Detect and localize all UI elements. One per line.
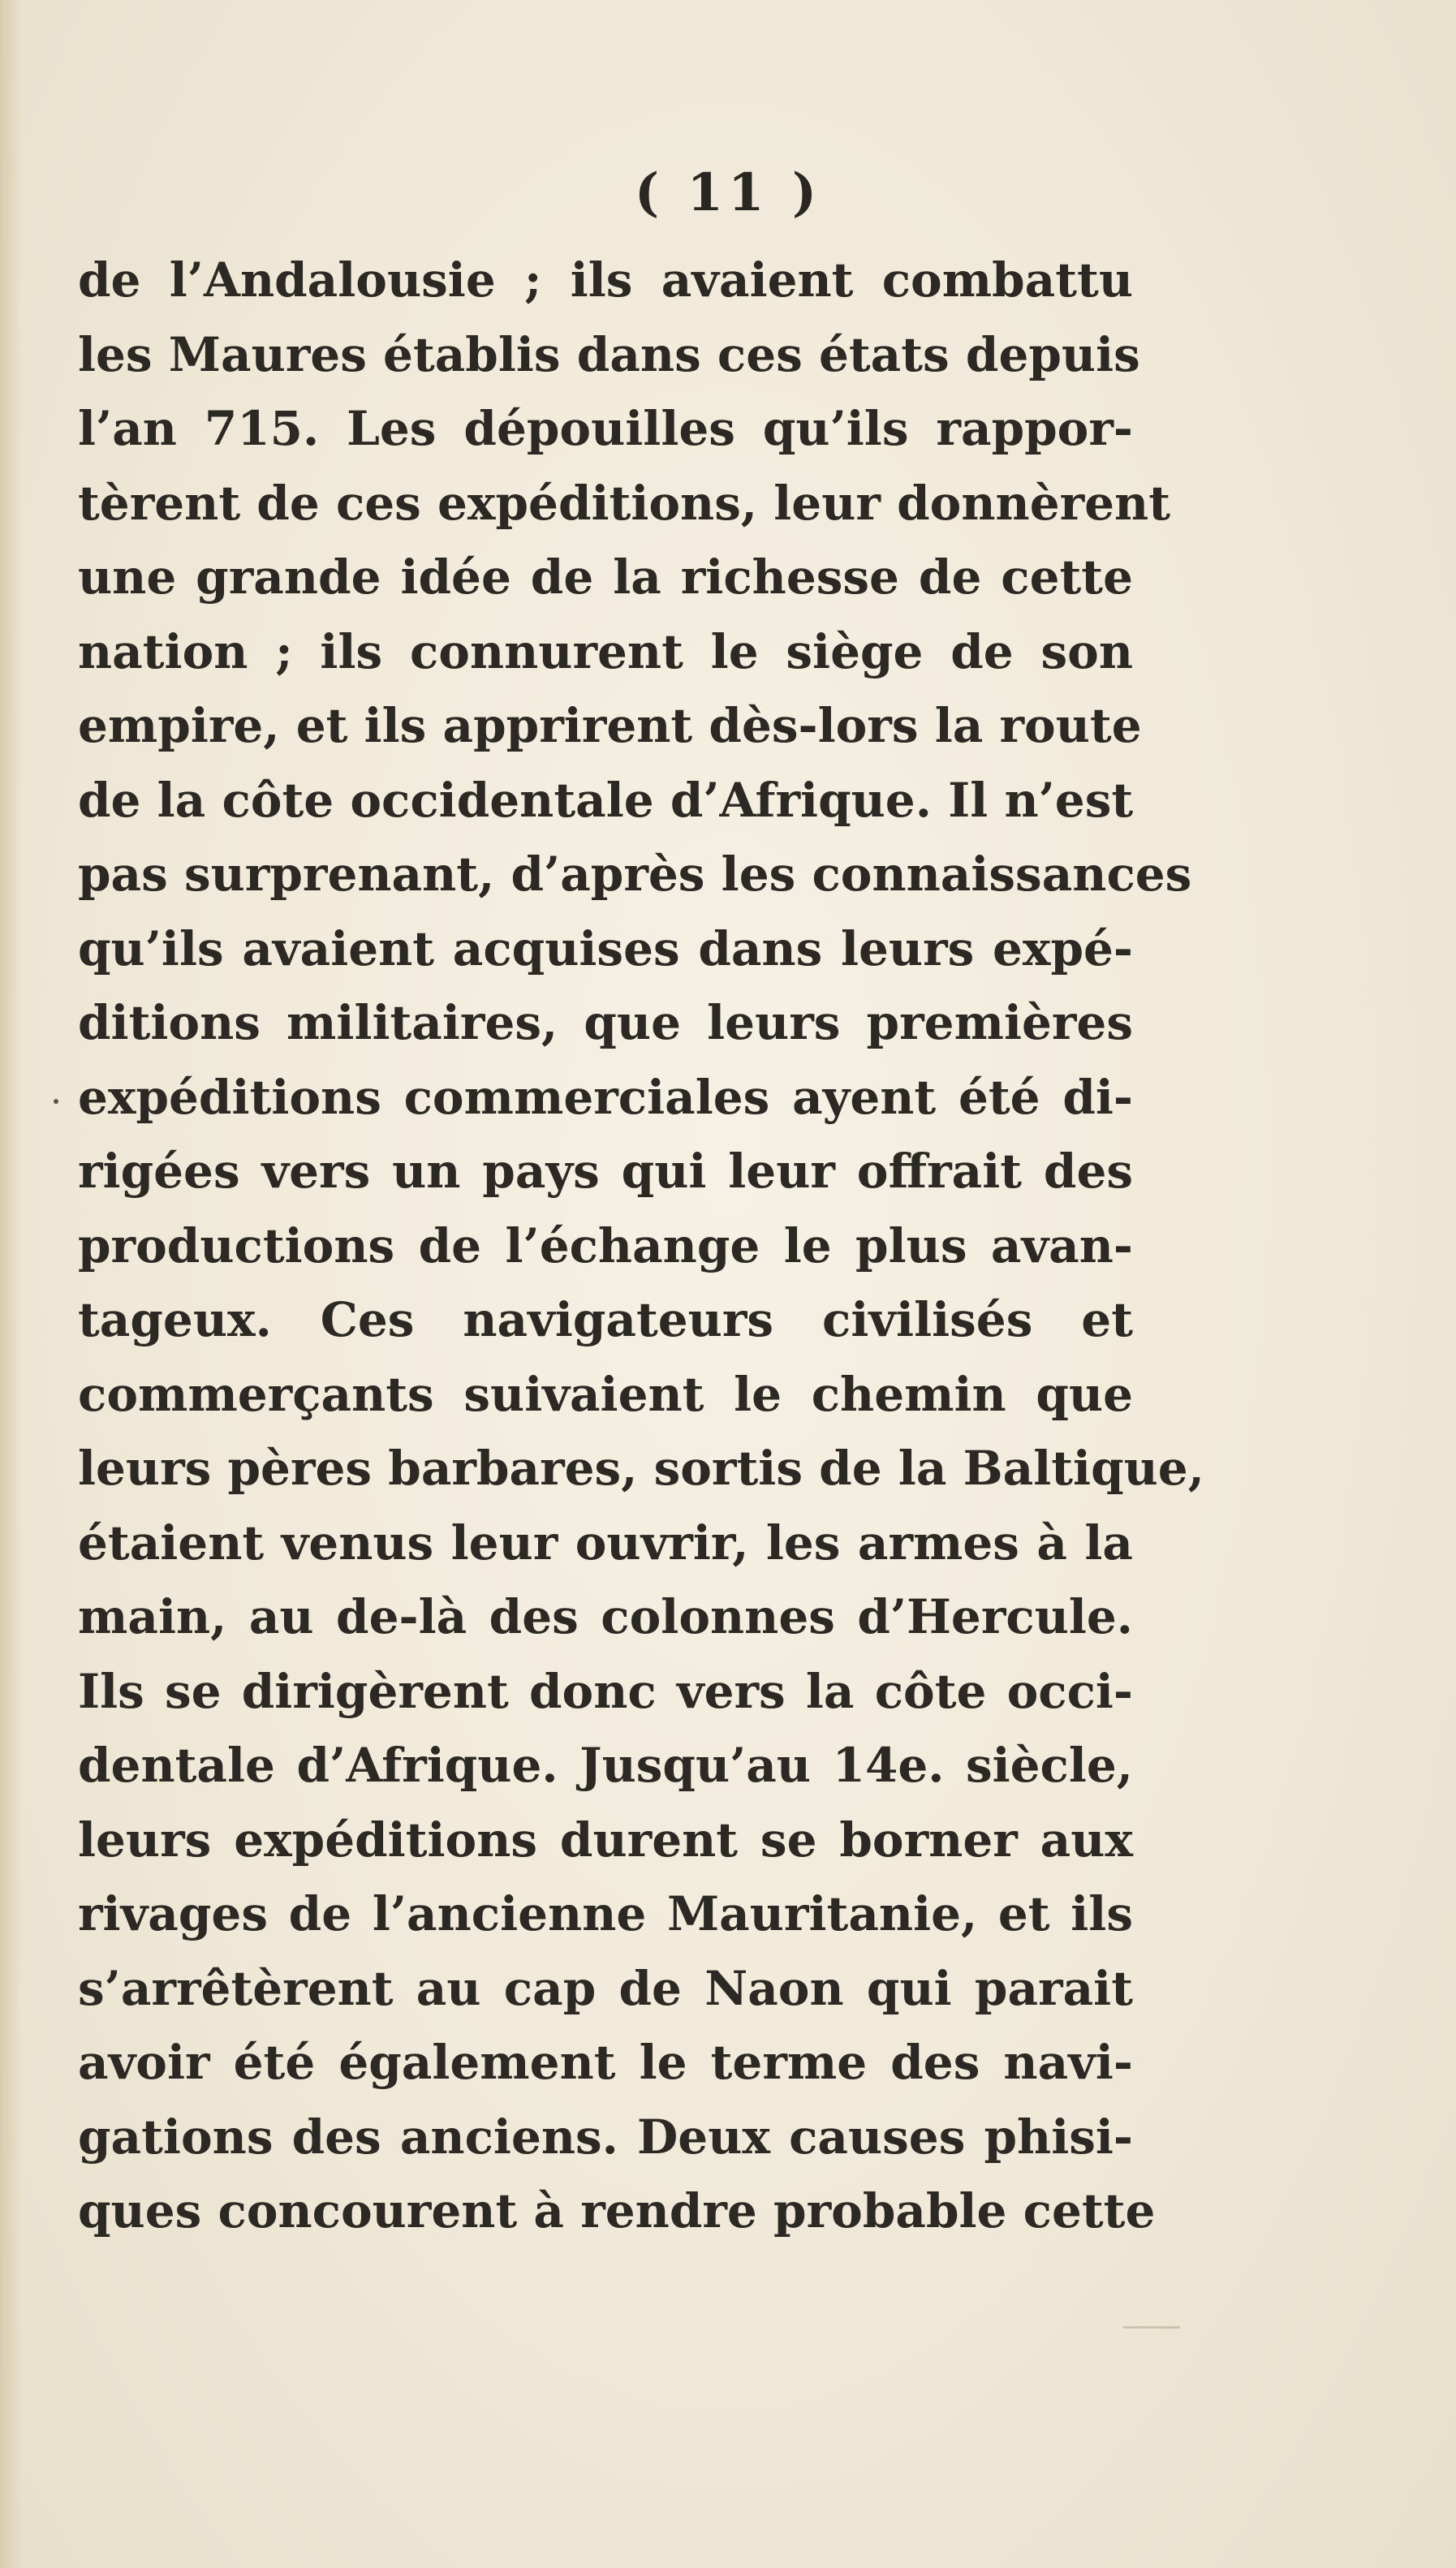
text-line: nation ; ils connurent le siège de son	[78, 623, 1133, 679]
page-gutter-shadow	[0, 0, 23, 2568]
text-line: l’an 715. Les dépouilles qu’ils rappor-	[78, 401, 1133, 456]
text-line: Ils se dirigèrent donc vers la côte occi-	[78, 1663, 1133, 1719]
text-line: rigées vers un pays qui leur offrait des	[78, 1144, 1133, 1199]
text-line: tageux. Ces navigateurs civilisés et	[78, 1292, 1133, 1347]
text-line: expéditions commerciales ayent été di-	[78, 1069, 1133, 1125]
text-line: une grande idée de la richesse de cette	[78, 549, 1133, 605]
text-line: étaient venus leur ouvrir, les armes à la	[78, 1515, 1133, 1571]
text-line: de la côte occidentale d’Afrique. Il n’est	[78, 772, 1134, 828]
margin-ink-speck	[54, 1099, 58, 1104]
text-line: qu’ils avaient acquises dans leurs expé-	[78, 920, 1133, 976]
body-text	[78, 243, 1204, 2249]
text-line: tèrent de ces expéditions, leur donnèrent	[78, 475, 1171, 531]
text-line: ditions militaires, que leurs premières	[78, 995, 1133, 1050]
text-line: avoir été également le terme des navi-	[78, 2035, 1133, 2090]
text-line: commerçants suivaient le chemin que	[78, 1366, 1133, 1422]
text-line: s’arrêtèrent au cap de Naon qui parait	[78, 1960, 1133, 2016]
ink-bleed-mark	[1123, 2326, 1180, 2329]
text-line: leurs pères barbares, sortis de la Baltique,	[78, 1441, 1204, 1496]
text-line: pas surprenant, d’après les connaissances	[78, 847, 1192, 902]
text-line: de l’Andalousie ; ils avaient combattu	[78, 252, 1133, 308]
text-line: ques concourent à rendre probable cette	[78, 2183, 1156, 2238]
text-line: empire, et ils apprirent dès-lors la route	[78, 698, 1142, 753]
text-line: les Maures établis dans ces états depuis	[78, 326, 1140, 382]
text-line: rivages de l’ancienne Mauritanie, et ils	[78, 1886, 1133, 1941]
page-number: ( 11 )	[634, 162, 822, 223]
text-line: leurs expéditions durent se borner aux	[78, 1812, 1133, 1868]
text-line: dentale d’Afrique. Jusqu’au 14e. siècle,	[78, 1738, 1133, 1793]
text-line: main, au de-là des colonnes d’Hercule.	[78, 1589, 1133, 1644]
text-line: productions de l’échange le plus avan-	[78, 1217, 1133, 1273]
text-line: gations des anciens. Deux causes phisi-	[78, 2109, 1133, 2165]
